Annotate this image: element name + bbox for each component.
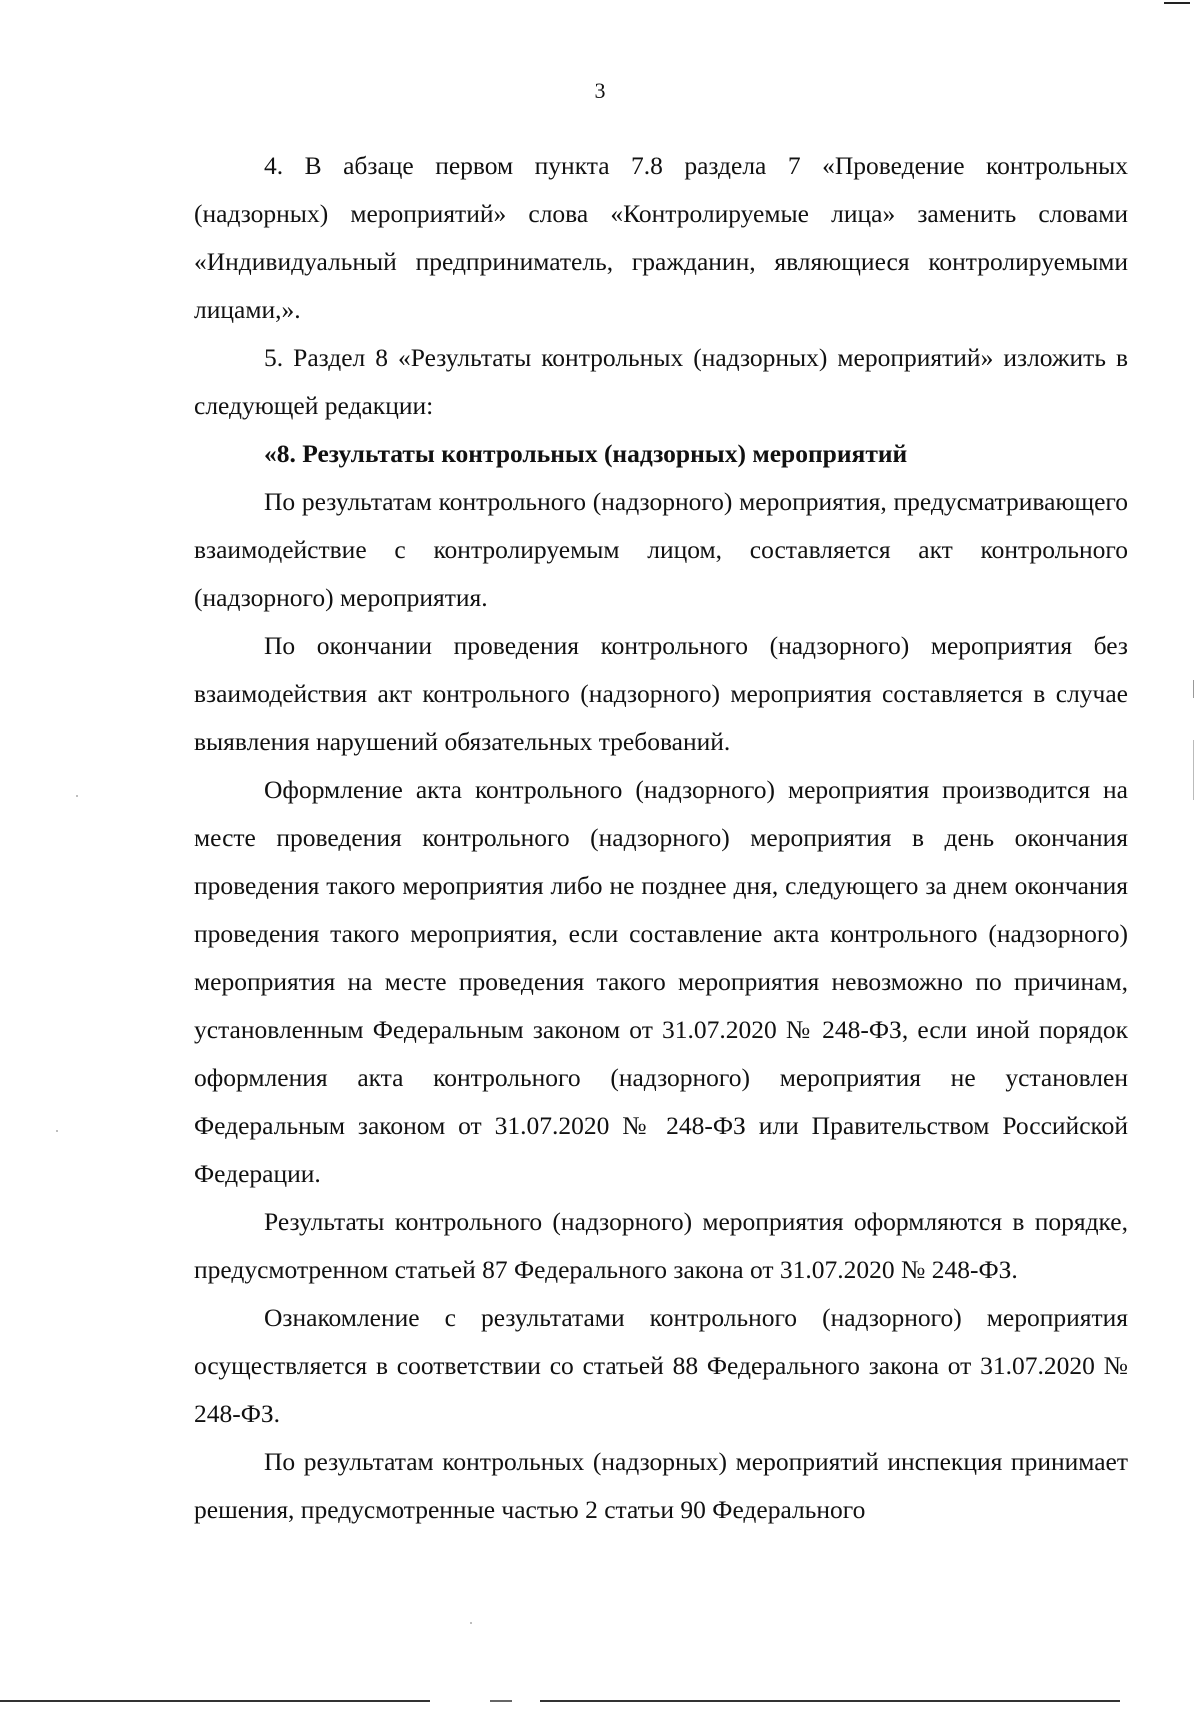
- paragraph-inspection-decisions: По результатам контрольных (надзорных) мероприятий инспекция принимает решения, предусмотренные частью 2 статьи 90 Федерального: [194, 1447, 1128, 1524]
- document-body: [194, 142, 1128, 1534]
- scan-artifact-bottom: [0, 1700, 430, 1702]
- scan-artifact-top: [1164, 2, 1190, 4]
- paragraph-results-formalized: Результаты контрольного (надзорного) мероприятия оформляются в порядке, предусмотренном статьей 87 Федерального закона от 31.07.2020 № 248-ФЗ.: [194, 1207, 1128, 1284]
- scan-artifact-right: [1193, 680, 1194, 698]
- paragraph-act-formalization: Оформление акта контрольного (надзорного) мероприятия производится на месте проведения контрольного (надзорного) мероприятия в день окончания проведения такого мероприятия либо не позднее дня, следующего за днем окончания проведения такого мероприятия, если составление акта контрольного (надзорного) мероприятия на месте проведения такого мероприятия невозможно по причинам, установленным Федеральным законом от 31.07.2020 № 248-ФЗ, если иной порядок оформления акта контрольного (надзорного) мероприятия не установлен Федеральным законом от 31.07.2020 № 248-ФЗ или Правительством Российской Федерации.: [194, 775, 1128, 1188]
- paragraph-item-4: 4. В абзаце первом пункта 7.8 раздела 7 «Проведение контрольных (надзорных) мероприятий» слова «Контролируемые лица» заменить словами «Индивидуальный предприниматель, гражданин, являющиеся контролируемыми лицами,».: [194, 151, 1128, 324]
- paragraph-results-familiarization: Ознакомление с результатами контрольного (надзорного) мероприятия осуществляется в соответствии со статьей 88 Федерального закона от 31.07.2020 № 248-ФЗ.: [194, 1303, 1128, 1428]
- scan-artifact-bottom: [490, 1700, 512, 1702]
- page-number: 3: [594, 78, 606, 103]
- paragraph-no-interaction: По окончании проведения контрольного (надзорного) мероприятия без взаимодействия акт контрольного (надзорного) мероприятия составляется в случае выявления нарушений обязательных требований.: [194, 631, 1128, 756]
- section-heading: «8. Результаты контрольных (надзорных) мероприятий: [264, 439, 908, 468]
- scan-artifact-right: [1193, 740, 1194, 800]
- scan-speck: [76, 795, 78, 797]
- scan-speck: [56, 1130, 58, 1132]
- paragraph-act-drawing: По результатам контрольного (надзорного) мероприятия, предусматривающего взаимодействие с контролируемым лицом, составляется акт контрольного (надзорного) мероприятия.: [194, 487, 1128, 612]
- scan-artifact-bottom: [540, 1700, 1120, 1702]
- paragraph-item-5: 5. Раздел 8 «Результаты контрольных (надзорных) мероприятий» изложить в следующей редакции:: [194, 343, 1128, 420]
- scan-speck: [470, 1622, 472, 1624]
